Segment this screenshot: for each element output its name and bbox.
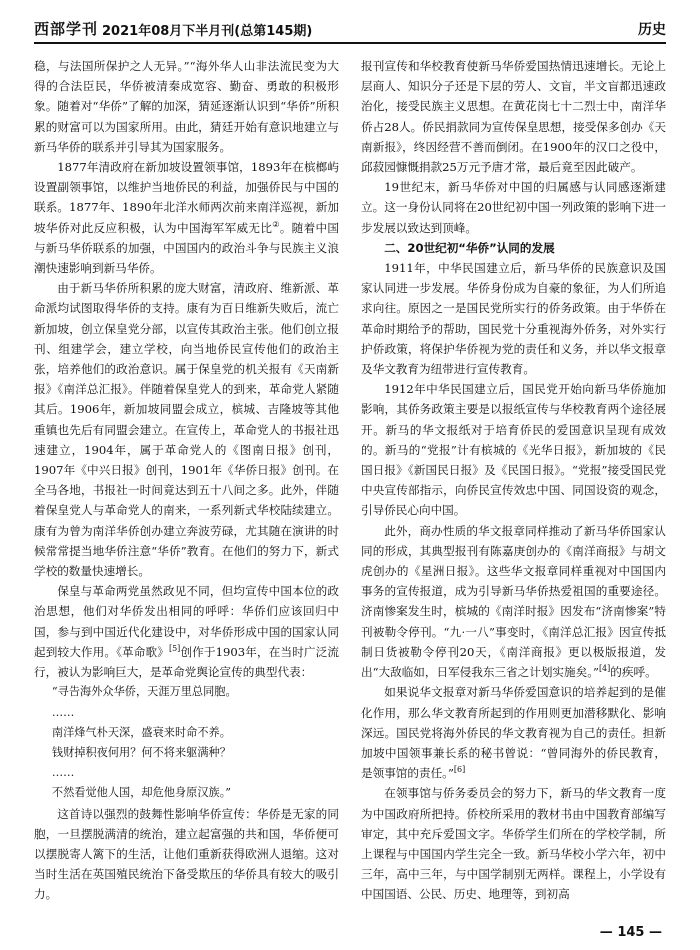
poem-line: 南洋烽气朴天深，盛衰来时命不养。 [51, 725, 231, 739]
paragraph-text: 创作于1903年，在当时广泛流行，被认为影响巨大，是革命党舆论宣传的典型代表： [34, 644, 339, 680]
paragraph [34, 581, 339, 682]
paragraph-text: 的疾呼。 [610, 665, 657, 680]
paragraph-text: 保皇与革命两党虽然政见不同，但均宣传中国本位的政治思想，他们对华侨发出相同的呼呼：华侨们应该回归中国，参与到中国近代化建设中，对华侨形成中国的国家认同起到较大作用。《革命歌》 [34, 584, 339, 659]
paragraph: 1912年中华民国建立后，国民党开始向新马华侨施加影响，其侨务政策主要是以报纸宣传与华校教育两个途径展开。新马的华文报纸对于培育侨民的爱国意识呈现有成效的。新马的“党报”计有槟城的《光华日报》，新加坡的《民国日报》《新国民日报》及《民国日报》。“党报”接受国民党中央宣传部指示，向侨民宣传效忠中国、同国设资的观念，引导侨民心向中国。 [361, 382, 666, 518]
journal-logo: 西部学刊 [34, 20, 99, 38]
poem-line: 钱财掉积夜何用？何不将来躯满种？ [51, 745, 231, 759]
header-left [34, 18, 312, 39]
paragraph-text: 如果说华文报章对新马华侨爱国意识的培养起到的是催化作用，那么华文教育所起到的作用则更加潜移默化、影响深远。国民党将海外侨民的华文教育视为自己的责任。担新加坡中国领事兼长系的秘书曾说：“曾同海外的侨民教育，是领事馆的责任。” [361, 685, 666, 781]
poem-line: “寻告海外众华侨，天涯万里总同胞。 [51, 685, 237, 699]
paragraph: 由于新马华侨所积累的庞大财富，清政府、维新派、革命派均试图取得华侨的支持。康有为百日维新失败后，流亡新加坡，创立保皇党分部，以宣传其政治主张。他们创立报刊、组建学会，建立学校，向当地侨民宣传他们的政治主张，培养他们的政治意识。属于保皇党的机关报有《天南新报》《南洋总汇报》。伴随着保皇党人的到来，革命党人紧随其后。1906年，新加坡同盟会成立，槟城、吉隆坡等其他重镇也先后有同盟会建立。在宣传上，革命党人的书报社迅速建立，1904年，属于革命党人的《图南日报》创刊，1907年《中兴日报》创刊，1901年《华侨日报》创刊。在全马各地，书报社一时间竟达到五十八间之多。此外，伴随着保皇党人与革命党人的南来，一系列新式华校陆续建立。康有为曾为南洋华侨创办建立奔波劳碌，尤其随在演讲的时候常常提当地华侨注意“华侨”教育。在他们的努力下，新式学校的数量快速增长。 [34, 281, 339, 579]
page-number: — 145 — [599, 925, 662, 940]
left-column [34, 56, 339, 905]
paragraph-text: 此外，商办性质的华文报章同样推动了新马华侨国家认同的形成，其典型报刊有陈嘉庚创办的《南洋商报》与胡文虎创办的《星洲日报》。这些华文报章同样重视对中国国内事务的宣传报道，成为引导新马华侨热爱祖国的重要途径。济南惨案发生时，槟城的《南洋时报》因发布“济南惨案”特刊被勒令停刊。“九·一八”事变时，《南洋总汇报》因宣传抵制日货被勒令停刊20天，《南洋商报》更以极版报道，发出“大敌临如，日军侵我东三省之计划实施矣。” [361, 523, 666, 680]
right-column [361, 56, 666, 905]
poem-quote [34, 682, 339, 803]
footnote-ref: [4] [598, 664, 611, 674]
poem-line: 不然看觉他人国，却危他身原汉族。” [51, 786, 232, 800]
footnote-ref: [5] [168, 644, 181, 654]
section-heading: 二、20世纪初“华侨”认同的发展 [384, 240, 555, 255]
issue-info: 2021年08月下半月刊(总第145期) [102, 24, 313, 39]
paragraph: 这首诗以强烈的鼓舞性影响华侨宣传：华侨是无家的同胞，一旦摆脱满清的统治，建立起富强的共和国，华侨便可以摆脱寄人篱下的生活，让他们重新获得欧洲人退缩。这对当时生活在英国殖民统治下备受欺压的华侨具有较大的吸引力。 [34, 806, 339, 902]
paragraph: 在领事馆与侨务委员会的努力下，新马的华文教育一度为中国政府所把持。侨校所采用的教材书由中国教育部编写审定，其中充斥爱国文字。华侨学生们所在的学校学制，所上课程与中国国内学生完全一致。新马华校小学六年，初中三年，高中三年，与中国学制别无两样。课程上，小学设有中国国语、公民、历史、地理等，到初高 [361, 786, 666, 902]
paragraph: 19世纪末，新马华侨对中国的归属感与认同感逐渐建立。这一身份认同将在20世纪初中国一列政策的影响下进一步发展以致达到顶峰。 [361, 180, 666, 235]
poem-line: …… [51, 705, 75, 719]
section-title: 历史 [638, 22, 666, 38]
paragraph-text: 1877年清政府在新加坡设置领事馆，1893年在槟榔屿设置副领事馆，以维护当地侨民的利益，加强侨民与中国的联系。1877年、1890年北洋水师两次前来南洋巡视，新加坡华侨对此反应积极，认为中国海军军威无比 [34, 160, 339, 235]
paragraph: 报刊宣传和华校教育使新马华侨爱国热情迅速增长。无论上层商人、知识分子还是下层的劳人、文盲，半文盲都迅速政治化，接受民族主义思想。在黄花岗七十二烈士中，南洋华侨占28人。侨民捐款同为宣传保皇思想，接受保多创办《天南新报》，终因经营不善而倒闭。在1900年的汉口之役中，邱菽园慷慨捐款25万元予唐才常，最后竟至因此破产。 [361, 59, 666, 175]
poem-line: …… [51, 766, 75, 780]
paragraph: 稳，与法国所保护之人无异。”“海外华人山非法流民变为大得的合法臣民，华侨被清秦成宽容、勤奋、勇敢的积极形象。随着对“华侨”了解的加深，猜延逐渐认识到“华侨”所积累的财富可以为国家所用。由此，猜廷开始有意识地建立与新马华侨的联系并引导其为国家服务。 [34, 59, 339, 154]
paragraph [34, 157, 339, 278]
footnote-ref: ② [272, 219, 280, 229]
footnote-ref: [6] [453, 765, 466, 775]
paragraph-text: 。随着中国与新马华侨联系的加强，中国国内的政治斗争与民族主义浪潮快速影响到新马华侨。 [34, 220, 339, 276]
paragraph [361, 682, 666, 783]
page-header [34, 18, 666, 44]
paragraph [361, 521, 666, 683]
body-columns [34, 56, 666, 905]
paragraph: 1911年，中华民国建立后，新马华侨的民族意识及国家认同进一步发展。华侨身份成为自豪的象征，为人们所追求向往。原因之一是国民党所实行的侨务政策。由于华侨在革命时期给予的帮助，国民党十分重视海外侨务，对外实行护侨政策，将保护华侨视为党的责任和义务，并以华文报章及华文教育为纽带进行宣传教育。 [361, 261, 666, 377]
